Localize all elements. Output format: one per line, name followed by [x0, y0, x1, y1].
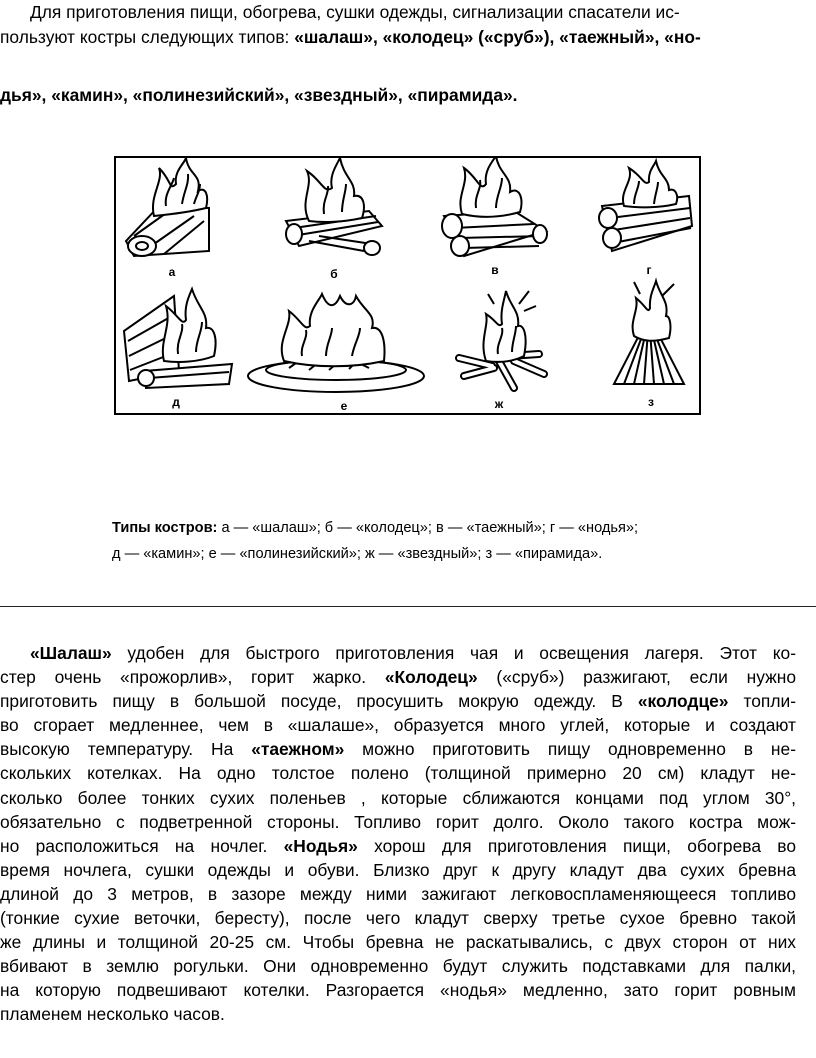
fire-zvezdny-illustration [459, 291, 544, 388]
intro-line-1: Для приготовления пищи, обогрева, сушки одежды, сигнализации спасатели ис- [30, 2, 680, 22]
body-paragraph [0, 641, 796, 1027]
caption-title: Типы костров: [112, 520, 218, 536]
intro-fire-types-bold-cont: дья», «камин», «полинезийский», «звездный», «пирамида». [0, 85, 518, 105]
body-text-segment: топли- [728, 691, 797, 712]
figure-label-e: е [340, 399, 348, 413]
body-text-segment: удобен для быстрого приготовления чая и освещения лагеря. Этот ко- [111, 643, 796, 663]
term-shalash: «Шалаш» [30, 643, 112, 663]
term-kolodtse: «колодце» [637, 691, 729, 712]
fire-shalash-illustration [126, 158, 209, 256]
horizontal-divider [0, 606, 816, 607]
figure-label-zh: ж [494, 397, 504, 411]
intro-line-2-text: пользуют костры следующих типов: [0, 27, 295, 47]
fire-kolodets-illustration [286, 158, 382, 255]
body-line: же длины и толщиной 20-25 см. Чтобы бревна не раскатывались, с двух сторон от них [0, 932, 796, 953]
term-nodya: «Нодья» [283, 835, 358, 856]
body-line: (тонкие сухие веточки, бересту), после чего кладут сверху третье сухое бревно такой [0, 908, 796, 929]
body-line: скольких котелках. На одно толстое полено (толщиной примерно 20 см) кладут не- [0, 763, 796, 784]
body-line: сколько более тонких сухих поленьев , которые сближаются концами под углом 30°, [0, 787, 796, 808]
body-text-segment: хорош для приготовления пищи, обогрева во [357, 835, 796, 856]
body-line: пламенем несколько часов. [0, 1004, 225, 1025]
fire-piramida-illustration [614, 281, 684, 384]
body-line [0, 641, 796, 665]
campfire-types-figure [114, 156, 701, 415]
intro-line-3 [0, 85, 518, 106]
body-line: вбивают в землю рогульки. Они одновременно будут служить подставками для палки, [0, 956, 796, 977]
figure-label-a: а [168, 265, 176, 279]
body-text-segment: можно приготовить пищу одновременно в не- [344, 739, 796, 760]
body-text-segment: но расположиться на ночлег. [0, 835, 284, 856]
body-line [0, 834, 796, 858]
figure-caption [112, 515, 638, 567]
figure-label-b: б [330, 267, 338, 281]
body-text-segment: приготовить пищу в большой посуде, просушить мокрую одежду. В [0, 691, 638, 712]
caption-line-1-text: а — «шалаш»; б — «колодец»; в — «таежный»; г — «нодья»; [217, 520, 639, 536]
caption-line-2: д — «камин»; е — «полинезийский»; ж — «звездный»; з — «пирамида». [112, 546, 603, 562]
body-line [0, 737, 796, 761]
body-line [0, 689, 796, 713]
intro-fire-types-bold: «шалаш», «колодец» («сруб»), «таежный», «но- [294, 27, 701, 47]
body-line: длиной до 3 метров, в зазоре между ними зажигают легковоспламеняющееся топливо [0, 883, 796, 904]
body-line: время ночлега, сушки одежды и обуви. Близко друг к другу кладут два сухих бревна [0, 859, 796, 880]
figure-label-v: в [491, 263, 499, 277]
body-text-segment: высокую температуру. На [0, 739, 252, 760]
term-taezhnom: «таежном» [251, 739, 345, 760]
figure-label-z: з [648, 395, 654, 409]
caption-line-1 [112, 515, 638, 541]
body-text-segment: стер очень «прожорлив», горит жарко. [0, 667, 385, 688]
body-text-segment: («сруб») разжигают, если нужно [477, 667, 796, 688]
term-kolodets: «Колодец» [384, 667, 478, 688]
fire-nodya-illustration [599, 161, 692, 251]
body-line: во сгорает медленнее, чем в «шалаше», образуется много углей, которые и создают [0, 715, 796, 736]
fire-taezhny-illustration [442, 156, 547, 256]
figure-label-g: г [646, 263, 652, 277]
body-line: обязательно с подветренной стороны. Топливо горит долго. Около такого костра мож- [0, 811, 796, 832]
body-line [0, 665, 796, 689]
fire-kamin-illustration [124, 289, 232, 388]
figure-label-d: д [172, 395, 180, 409]
intro-line-2 [0, 27, 701, 48]
body-line: на которую подвешивают котелки. Разгорается «нодья» медленно, зато горит ровным [0, 980, 796, 1001]
fire-polinezijsky-illustration [248, 294, 424, 392]
